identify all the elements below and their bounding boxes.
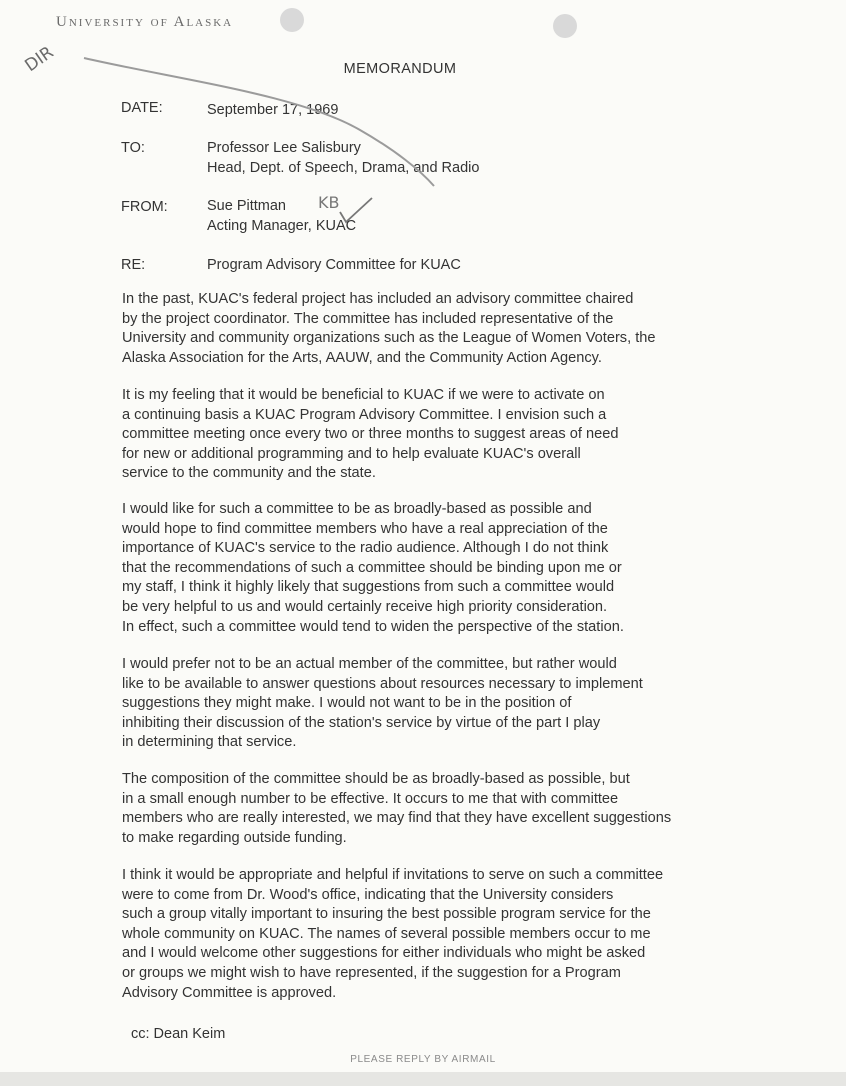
handwritten-initials: KB [318,193,340,212]
to-line: Professor Lee Salisbury [207,140,361,156]
date-value: September 17, 1969 [207,102,339,118]
from-line: Acting Manager, KUAC [207,218,357,234]
text-line: for new or additional programming and to help evaluate KUAC's overall [122,445,581,462]
text-line: It is my feeling that it would be beneficial to KUAC if we were to activate on [122,387,605,403]
date-label: DATE: [121,100,163,116]
text-line: that the recommendations of such a committee should be binding upon me or [122,559,622,576]
text-line: In effect, such a committee would tend to widen the perspective of the station. [122,618,624,635]
text-line: a continuing basis a KUAC Program Advisory Committee. I envision such a [122,406,607,423]
letterhead: University of Alaska [56,14,234,30]
text-line: In the past, KUAC's federal project has included an advisory committee chaired [122,291,634,307]
text-line: such a group vitally important to insuring the best possible program service for the [122,906,651,923]
text-line: service to the community and the state. [122,465,376,482]
check-mark-icon [340,198,372,222]
cc-line: cc: Dean Keim [131,1026,226,1042]
text-line: University and community organizations such as the League of Women Voters, the [122,330,656,347]
from-label: FROM: [121,199,168,215]
text-line: The composition of the committee should be as broadly-based as possible, but [122,771,630,787]
text-line: or groups we might wish to have represented, if the suggestion for a Program [122,964,621,981]
from-line: Sue Pittman [207,198,286,214]
scan-edge [0,1072,846,1086]
text-line: Alaska Association for the Arts, AAUW, and the Community Action Agency. [122,349,602,366]
text-line: suggestions they might make. I would not want to be in the position of [122,695,572,712]
text-line: were to come from Dr. Wood's office, indicating that the University considers [122,886,614,903]
text-line: committee meeting once every two or three months to suggest areas of need [122,426,619,443]
text-line: importance of KUAC's service to the radio audience. Although I do not think [122,540,609,557]
text-line: would hope to find committee members who have a real appreciation of the [122,520,608,537]
text-line: members who are really interested, we may find that they have excellent suggestions [122,810,672,827]
text-line: I would prefer not to be an actual member of the committee, but rather would [122,656,617,672]
text-line: I would like for such a committee to be as broadly-based as possible and [122,501,592,517]
to-label: TO: [121,140,145,156]
text-line: in determining that service. [122,734,297,751]
margin-note-handwriting: DIR [21,42,58,77]
initials-mark [318,193,372,222]
text-line: I think it would be appropriate and helpful if invitations to serve on such a committee [122,867,664,883]
text-line: and I would welcome other suggestions for either individuals who might be asked [122,945,646,962]
text-line: to make regarding outside funding. [122,829,347,846]
text-line: in a small enough number to be effective. It occurs to me that with committee [122,790,619,807]
pencil-stroke [84,58,434,186]
re-label: RE: [121,257,146,273]
text-line: whole community on KUAC. The names of several possible members occur to me [122,925,651,942]
airmail-footer: PLEASE REPLY BY AIRMAIL [350,1054,496,1065]
text-line: Advisory Committee is approved. [122,984,337,1001]
memo-title: MEMORANDUM [343,61,457,77]
text-line: be very helpful to us and would certainly receive high priority consideration. [122,598,608,615]
text-line: like to be available to answer questions about resources necessary to implement [122,675,643,692]
text-line: by the project coordinator. The committee has included representative of the [122,310,614,327]
to-line: Head, Dept. of Speech, Drama, and Radio [207,160,480,176]
text-line: inhibiting their discussion of the station's service by virtue of the part I play [122,714,601,731]
text-line: my staff, I think it highly likely that suggestions from such a committee would [122,579,615,596]
re-subject: Program Advisory Committee for KUAC [207,257,461,273]
